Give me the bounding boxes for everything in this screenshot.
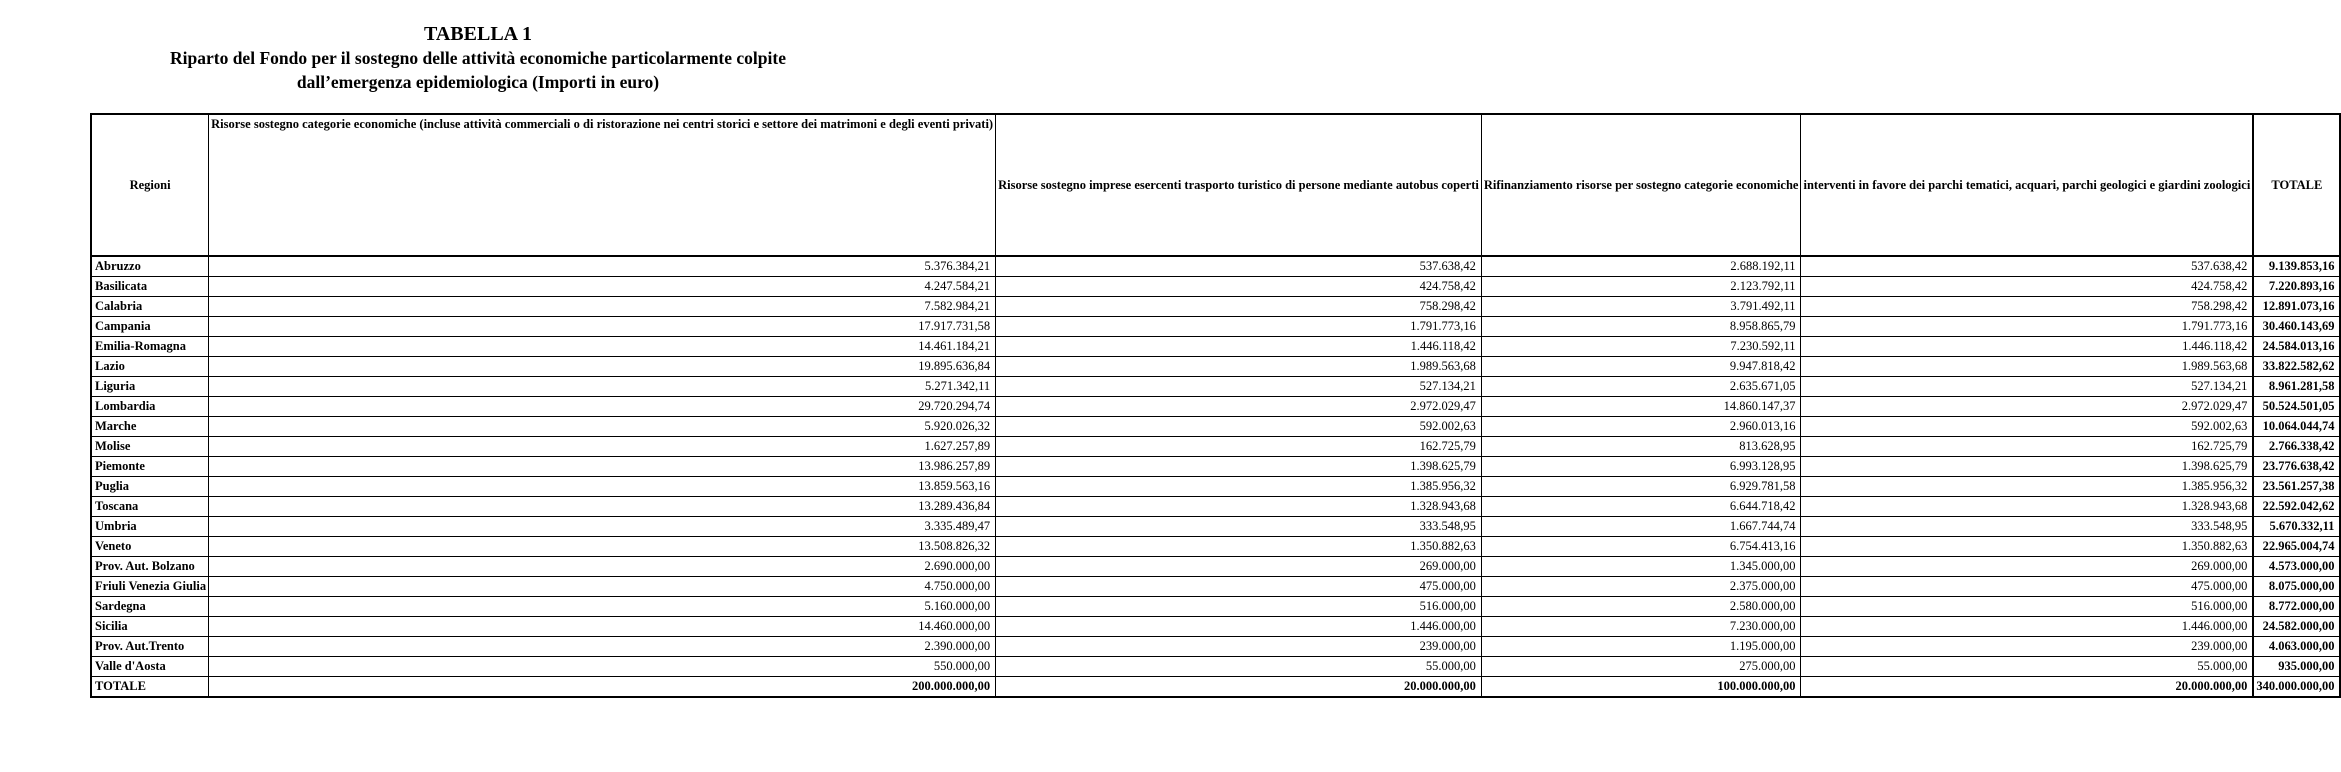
risorse-categorie-cell: 5.271.342,11 <box>209 377 996 397</box>
region-name: Campania <box>91 317 209 337</box>
parchi-tematici-cell: 592.002,63 <box>1801 417 2253 437</box>
total-cell: 50.524.501,05 <box>2253 397 2340 417</box>
trasporto-turistico-cell: 527.134,21 <box>996 377 1482 397</box>
header-parchi-tematici: interventi in favore dei parchi tematici, acquari, parchi geologici e giardini zoologici <box>1801 114 2253 256</box>
trasporto-turistico-cell: 2.972.029,47 <box>996 397 1482 417</box>
parchi-tematici-cell: 537.638,42 <box>1801 256 2253 277</box>
header-totale: TOTALE <box>2253 114 2340 256</box>
header-regioni: Regioni <box>91 114 209 256</box>
total-cell: 7.220.893,16 <box>2253 277 2340 297</box>
region-name: Emilia-Romagna <box>91 337 209 357</box>
region-name: Marche <box>91 417 209 437</box>
region-name: TOTALE <box>91 677 209 698</box>
risorse-categorie-cell: 29.720.294,74 <box>209 397 996 417</box>
trasporto-turistico-cell: 269.000,00 <box>996 557 1482 577</box>
parchi-tematici-cell: 1.328.943,68 <box>1801 497 2253 517</box>
region-name: Valle d'Aosta <box>91 657 209 677</box>
parchi-tematici-cell: 55.000,00 <box>1801 657 2253 677</box>
risorse-categorie-cell: 13.289.436,84 <box>209 497 996 517</box>
region-name: Veneto <box>91 537 209 557</box>
rifinanziamento-cell: 1.345.000,00 <box>1481 557 1801 577</box>
region-name: Sardegna <box>91 597 209 617</box>
risorse-categorie-cell: 17.917.731,58 <box>209 317 996 337</box>
region-name: Basilicata <box>91 277 209 297</box>
risorse-categorie-cell: 200.000.000,00 <box>209 677 996 698</box>
table-row <box>91 577 2340 597</box>
rifinanziamento-cell: 6.644.718,42 <box>1481 497 1801 517</box>
region-name: Prov. Aut. Bolzano <box>91 557 209 577</box>
risorse-categorie-cell: 13.508.826,32 <box>209 537 996 557</box>
rifinanziamento-cell: 6.754.413,16 <box>1481 537 1801 557</box>
total-cell: 24.582.000,00 <box>2253 617 2340 637</box>
region-name: Calabria <box>91 297 209 317</box>
table-total-row <box>91 677 2340 698</box>
allocation-table <box>90 113 2341 698</box>
total-cell: 33.822.582,62 <box>2253 357 2340 377</box>
table-row <box>91 297 2340 317</box>
parchi-tematici-cell: 1.385.956,32 <box>1801 477 2253 497</box>
total-cell: 8.961.281,58 <box>2253 377 2340 397</box>
rifinanziamento-cell: 275.000,00 <box>1481 657 1801 677</box>
trasporto-turistico-cell: 1.385.956,32 <box>996 477 1482 497</box>
rifinanziamento-cell: 2.635.671,05 <box>1481 377 1801 397</box>
table-row <box>91 497 2340 517</box>
total-cell: 2.766.338,42 <box>2253 437 2340 457</box>
parchi-tematici-cell: 1.791.773,16 <box>1801 317 2253 337</box>
table-row <box>91 397 2340 417</box>
rifinanziamento-cell: 7.230.000,00 <box>1481 617 1801 637</box>
parchi-tematici-cell: 424.758,42 <box>1801 277 2253 297</box>
risorse-categorie-cell: 14.460.000,00 <box>209 617 996 637</box>
risorse-categorie-cell: 14.461.184,21 <box>209 337 996 357</box>
region-name: Lazio <box>91 357 209 377</box>
parchi-tematici-cell: 516.000,00 <box>1801 597 2253 617</box>
trasporto-turistico-cell: 239.000,00 <box>996 637 1482 657</box>
total-cell: 8.075.000,00 <box>2253 577 2340 597</box>
parchi-tematici-cell: 758.298,42 <box>1801 297 2253 317</box>
rifinanziamento-cell: 3.791.492,11 <box>1481 297 1801 317</box>
region-name: Umbria <box>91 517 209 537</box>
rifinanziamento-cell: 2.375.000,00 <box>1481 577 1801 597</box>
parchi-tematici-cell: 527.134,21 <box>1801 377 2253 397</box>
trasporto-turistico-cell: 1.989.563,68 <box>996 357 1482 377</box>
table-row <box>91 457 2340 477</box>
header-rifinanziamento: Rifinanziamento risorse per sostegno categorie economiche <box>1481 114 1801 256</box>
rifinanziamento-cell: 1.195.000,00 <box>1481 637 1801 657</box>
total-cell: 22.965.004,74 <box>2253 537 2340 557</box>
trasporto-turistico-cell: 516.000,00 <box>996 597 1482 617</box>
total-cell: 23.776.638,42 <box>2253 457 2340 477</box>
table-row <box>91 637 2340 657</box>
total-cell: 23.561.257,38 <box>2253 477 2340 497</box>
rifinanziamento-cell: 14.860.147,37 <box>1481 397 1801 417</box>
rifinanziamento-cell: 6.993.128,95 <box>1481 457 1801 477</box>
parchi-tematici-cell: 20.000.000,00 <box>1801 677 2253 698</box>
table-row <box>91 277 2340 297</box>
trasporto-turistico-cell: 1.398.625,79 <box>996 457 1482 477</box>
trasporto-turistico-cell: 162.725,79 <box>996 437 1482 457</box>
total-cell: 4.063.000,00 <box>2253 637 2340 657</box>
table-row <box>91 437 2340 457</box>
table-row <box>91 557 2340 577</box>
parchi-tematici-cell: 1.398.625,79 <box>1801 457 2253 477</box>
table-row <box>91 537 2340 557</box>
trasporto-turistico-cell: 1.446.000,00 <box>996 617 1482 637</box>
table-row <box>91 657 2340 677</box>
risorse-categorie-cell: 3.335.489,47 <box>209 517 996 537</box>
risorse-categorie-cell: 5.160.000,00 <box>209 597 996 617</box>
risorse-categorie-cell: 2.390.000,00 <box>209 637 996 657</box>
rifinanziamento-cell: 6.929.781,58 <box>1481 477 1801 497</box>
trasporto-turistico-cell: 758.298,42 <box>996 297 1482 317</box>
table-row <box>91 357 2340 377</box>
region-name: Lombardia <box>91 397 209 417</box>
trasporto-turistico-cell: 475.000,00 <box>996 577 1482 597</box>
risorse-categorie-cell: 5.920.026,32 <box>209 417 996 437</box>
parchi-tematici-cell: 333.548,95 <box>1801 517 2253 537</box>
total-cell: 10.064.044,74 <box>2253 417 2340 437</box>
table-row <box>91 377 2340 397</box>
region-name: Piemonte <box>91 457 209 477</box>
region-name: Liguria <box>91 377 209 397</box>
total-cell: 935.000,00 <box>2253 657 2340 677</box>
parchi-tematici-cell: 475.000,00 <box>1801 577 2253 597</box>
parchi-tematici-cell: 1.446.118,42 <box>1801 337 2253 357</box>
trasporto-turistico-cell: 424.758,42 <box>996 277 1482 297</box>
rifinanziamento-cell: 2.688.192,11 <box>1481 256 1801 277</box>
total-cell: 9.139.853,16 <box>2253 256 2340 277</box>
rifinanziamento-cell: 2.580.000,00 <box>1481 597 1801 617</box>
trasporto-turistico-cell: 592.002,63 <box>996 417 1482 437</box>
rifinanziamento-cell: 2.960.013,16 <box>1481 417 1801 437</box>
risorse-categorie-cell: 13.986.257,89 <box>209 457 996 477</box>
risorse-categorie-cell: 2.690.000,00 <box>209 557 996 577</box>
total-cell: 8.772.000,00 <box>2253 597 2340 617</box>
parchi-tematici-cell: 1.350.882,63 <box>1801 537 2253 557</box>
parchi-tematici-cell: 1.446.000,00 <box>1801 617 2253 637</box>
region-name: Friuli Venezia Giulia <box>91 577 209 597</box>
rifinanziamento-cell: 813.628,95 <box>1481 437 1801 457</box>
rifinanziamento-cell: 100.000.000,00 <box>1481 677 1801 698</box>
risorse-categorie-cell: 4.247.584,21 <box>209 277 996 297</box>
trasporto-turistico-cell: 333.548,95 <box>996 517 1482 537</box>
table-row <box>91 417 2340 437</box>
parchi-tematici-cell: 239.000,00 <box>1801 637 2253 657</box>
total-cell: 24.584.013,16 <box>2253 337 2340 357</box>
region-name: Abruzzo <box>91 256 209 277</box>
parchi-tematici-cell: 2.972.029,47 <box>1801 397 2253 417</box>
region-name: Puglia <box>91 477 209 497</box>
rifinanziamento-cell: 9.947.818,42 <box>1481 357 1801 377</box>
trasporto-turistico-cell: 1.791.773,16 <box>996 317 1482 337</box>
region-name: Toscana <box>91 497 209 517</box>
header-risorse-trasporto-turistico: Risorse sostegno imprese esercenti trasporto turistico di persone mediante autobus coperti <box>996 114 1482 256</box>
region-name: Prov. Aut.Trento <box>91 637 209 657</box>
risorse-categorie-cell: 13.859.563,16 <box>209 477 996 497</box>
risorse-categorie-cell: 4.750.000,00 <box>209 577 996 597</box>
trasporto-turistico-cell: 1.328.943,68 <box>996 497 1482 517</box>
parchi-tematici-cell: 162.725,79 <box>1801 437 2253 457</box>
total-cell: 12.891.073,16 <box>2253 297 2340 317</box>
table-header-row <box>91 114 2340 256</box>
region-name: Molise <box>91 437 209 457</box>
risorse-categorie-cell: 1.627.257,89 <box>209 437 996 457</box>
parchi-tematici-cell: 269.000,00 <box>1801 557 2253 577</box>
risorse-categorie-cell: 19.895.636,84 <box>209 357 996 377</box>
document-title: TABELLA 1 <box>424 23 532 45</box>
trasporto-turistico-cell: 1.350.882,63 <box>996 537 1482 557</box>
trasporto-turistico-cell: 55.000,00 <box>996 657 1482 677</box>
table-row <box>91 337 2340 357</box>
table-row <box>91 617 2340 637</box>
header-risorse-categorie-economiche: Risorse sostegno categorie economiche (incluse attività commerciali o di ristorazione nei centri storici e settore dei matrimoni e degli eventi privati) <box>209 114 996 256</box>
table-row <box>91 317 2340 337</box>
trasporto-turistico-cell: 537.638,42 <box>996 256 1482 277</box>
total-cell: 5.670.332,11 <box>2253 517 2340 537</box>
table-row <box>91 256 2340 277</box>
trasporto-turistico-cell: 1.446.118,42 <box>996 337 1482 357</box>
risorse-categorie-cell: 7.582.984,21 <box>209 297 996 317</box>
trasporto-turistico-cell: 20.000.000,00 <box>996 677 1482 698</box>
rifinanziamento-cell: 7.230.592,11 <box>1481 337 1801 357</box>
rifinanziamento-cell: 8.958.865,79 <box>1481 317 1801 337</box>
document-subtitle-line1: Riparto del Fondo per il sostegno delle attività economiche particolarmente colpite <box>170 48 786 68</box>
total-cell: 340.000.000,00 <box>2253 677 2340 698</box>
document-subtitle-line2: dall’emergenza epidemiologica (Importi in euro) <box>296 72 660 92</box>
table-row <box>91 597 2340 617</box>
parchi-tematici-cell: 1.989.563,68 <box>1801 357 2253 377</box>
total-cell: 22.592.042,62 <box>2253 497 2340 517</box>
risorse-categorie-cell: 5.376.384,21 <box>209 256 996 277</box>
rifinanziamento-cell: 1.667.744,74 <box>1481 517 1801 537</box>
rifinanziamento-cell: 2.123.792,11 <box>1481 277 1801 297</box>
total-cell: 30.460.143,69 <box>2253 317 2340 337</box>
total-cell: 4.573.000,00 <box>2253 557 2340 577</box>
table-row <box>91 477 2340 497</box>
region-name: Sicilia <box>91 617 209 637</box>
risorse-categorie-cell: 550.000,00 <box>209 657 996 677</box>
table-row <box>91 517 2340 537</box>
